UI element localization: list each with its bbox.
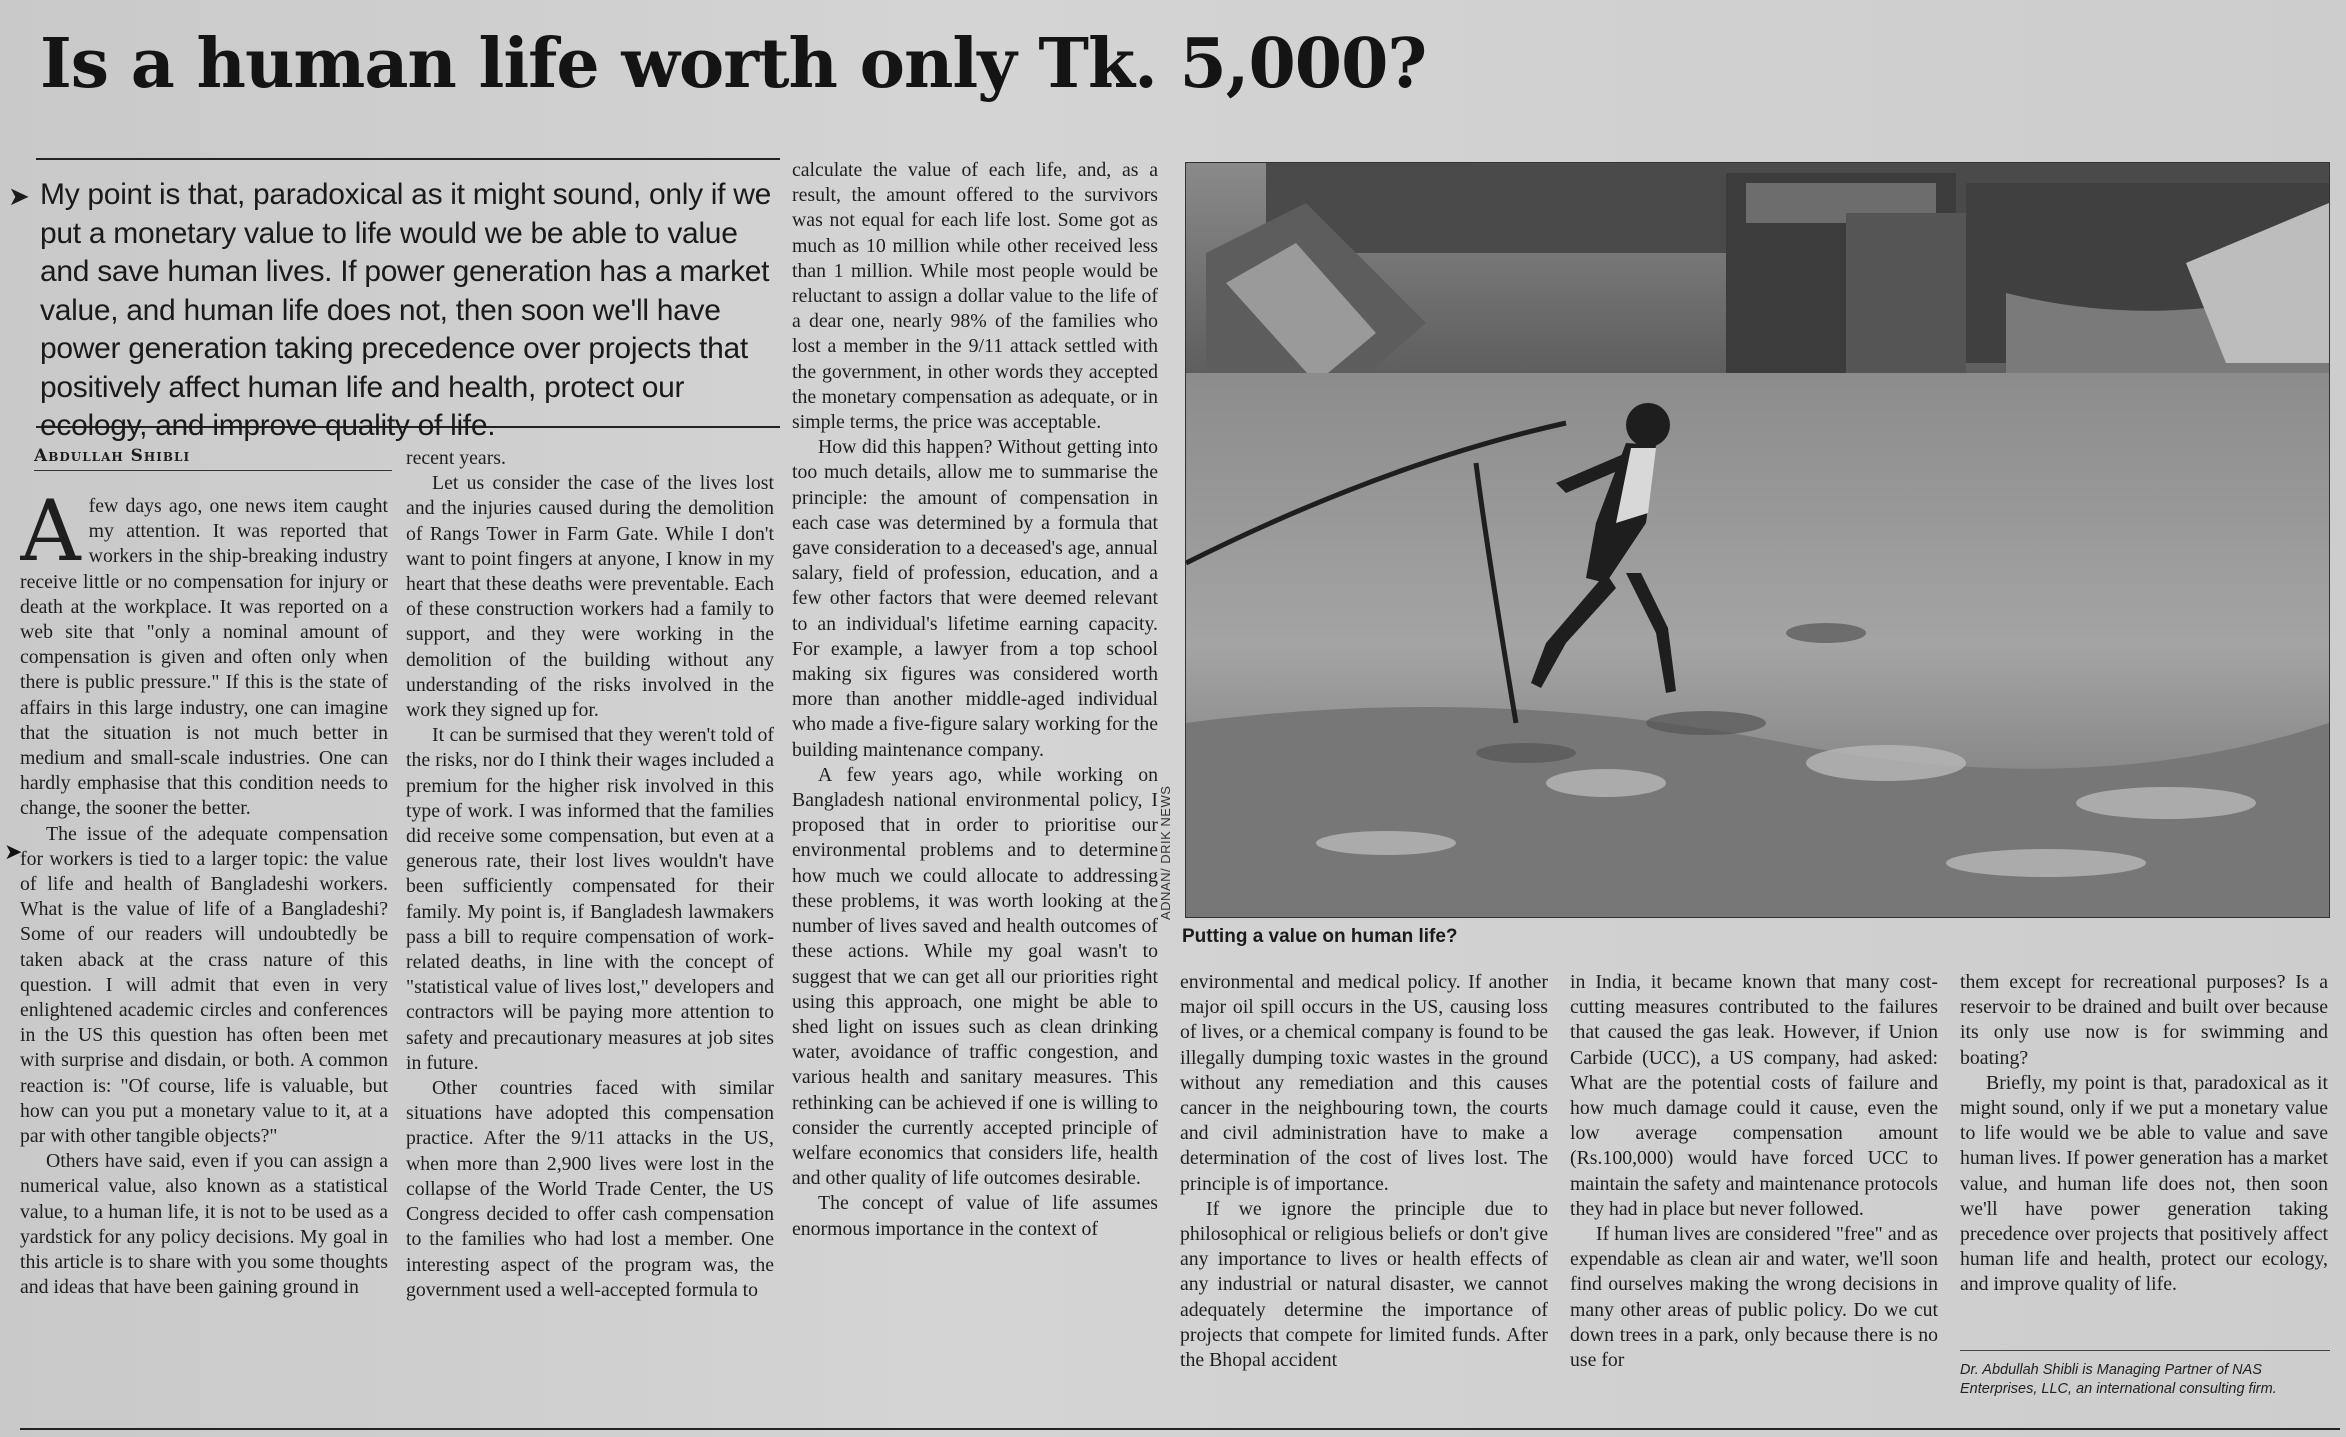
article-column-3 <box>792 158 1158 1402</box>
drop-cap: A <box>20 494 81 580</box>
paragraph: them except for recreational purposes? Is a reservoir to be drained and built over because its only use now is for swimming and boating? <box>1960 971 2328 1069</box>
paragraph: recent years. <box>406 447 506 469</box>
margin-arrow-icon: ➤ <box>4 840 23 865</box>
paragraph: Let us consider the case of the lives lost and the injuries caused during the demolition of Rangs Tower in Farm Gate. While I don't want to point fingers at anyone, I know in my heart that these deaths were preventable. Each of these construction workers had a family to support, and they were working in the demolition of the building without any understanding of the risks involved in the work they signed up for. <box>406 472 774 722</box>
photo-illustration <box>1186 163 2329 917</box>
headline: Is a human life worth only Tk. 5,000? <box>40 24 1427 104</box>
arrow-marker-icon: ➤ <box>8 182 30 212</box>
paragraph: calculate the value of each life, and, as a result, the amount offered to the survivors was not equal for each life lost. Some got as much as 10 million while other received less than 1 million. While most people would be reluctant to assign a dollar value to the life of a dear one, nearly 98% of the families who lost a member in the 9/11 attack settled with the government, in other words they accepted the monetary compensation as adequate, or in simple terms, the price was acceptable. <box>792 159 1158 434</box>
paragraph: The issue of the adequate compensation for workers is tied to a larger topic: the value of life and health of Bangladeshi workers. What is the value of life of a Bangladeshi? Some of our readers will undoubtedly be taken aback at the crass nature of this question. I will admit that even in very enlightened academic circles and conferences in the US this question has often been met with surprise and disdain, or both. A common reaction is: "Of course, life is valuable, but how can you put a monetary value to it, at a par with other tangible objects?" <box>20 822 388 1148</box>
paragraph: environmental and medical policy. If another major oil spill occurs in the US, causing loss of lives, or a chemical company is found to be illegally dumping toxic wastes in the ground without any remediation and this causes cancer in the neighbouring town, the courts and civil administration have to make a determination of the cost of lives lost. The principle is of importance. <box>1180 971 1548 1195</box>
article-column-2 <box>406 446 774 1402</box>
first-paragraph: Afew days ago, one news item caught my attention. It was reported that workers in the ship-breaking industry receive little or no compensation for injury or death at the workplace. It was reported on a web site that "only a nominal amount of compensation is given and often only when there is public pressure." If this is the state of affairs in this large industry, one can imagine that the situation is not much better in medium and small-scale industries. One can hardly emphasise that this condition needs to change, the sooner the better. <box>20 494 388 820</box>
paragraph: If human lives are considered "free" and as expendable as clean air and water, we'll soon find ourselves making the wrong decisions in many other areas of public policy. Do we cut down trees in a park, only because there is no use for <box>1570 1223 1938 1372</box>
paragraph: Others have said, even if you can assign a numerical value, also known as a statistical value, to a human life, it is not to be used as a yardstick for any policy decisions. My goal in this article is to share with you some thoughts and ideas that have been gaining ground in <box>20 1150 388 1299</box>
paragraph: The concept of value of life assumes enormous importance in the context of <box>792 1192 1158 1240</box>
paragraph: How did this happen? Without getting into too much details, allow me to summarise the principle: the amount of compensation in each case was determined by a formula that gave consideration to a deceased's age, annual salary, field of profession, education, and a few other factors that were deemed relevant to an individual's lifetime earning capacity. For example, a lawyer from a top school making six figures was considered worth more than another middle-aged individual who made a five-figure salary working for the building maintenance company. <box>792 436 1158 761</box>
pull-quote <box>8 158 780 442</box>
photo-credit: ADNAN/ DRIK NEWS <box>1158 785 1173 920</box>
pull-quote-text: My point is that, paradoxical as it might sound, only if we put a monetary value to life would we be able to value and save human lives. If power generation has a market value, and human life does not, then soon we'll have power generation taking precedence over projects that positively affect human life and health, protect our ecology, and improve quality of life. <box>40 178 771 442</box>
photo-caption: Putting a value on human life? <box>1182 926 1458 947</box>
paragraph: Other countries faced with similar situations have adopted this compensation practice. After the 9/11 attacks in the US, when more than 2,900 lives were lost in the collapse of the World Trade Center, the US Congress decided to offer cash compensation to the families who had lost a member. One interesting aspect of the program was, the government used a well-accepted formula to <box>406 1077 774 1301</box>
byline: Abdullah Shibli <box>34 446 392 471</box>
paragraph: If we ignore the principle due to philosophical or religious beliefs or don't give any importance to lives or health effects of any industrial or natural disaster, we cannot adequately determine the importance of projects that compete for limited funds. After the Bhopal accident <box>1180 1197 1548 1372</box>
news-photo-shipbreaking-worker <box>1185 162 2330 918</box>
bottom-rule <box>20 1428 2340 1430</box>
article-column-1 <box>20 494 388 1400</box>
paragraph: It can be surmised that they weren't told of the risks, nor do I think their wages included a premium for the higher risk involved in this type of work. I was informed that the families did receive some compensation, but even at a generous rate, their lost lives wouldn't have been sufficiently compensated for their family. My point is, if Bangladesh lawmakers pass a bill to require compensation of work-related deaths, in line with the concept of "statistical value of lives lost," developers and contractors will be paying more attention to safety and precautionary measures at job sites in future. <box>406 724 774 1074</box>
author-bio: Dr. Abdullah Shibli is Managing Partner of NAS Enterprises, LLC, an international consulting firm. <box>1960 1350 2330 1399</box>
paragraph: A few years ago, while working on Bangladesh national environmental policy, I proposed that in order to prioritise our environmental problems and to determine how much we could allocate to addressing these problems, it was worth looking at the number of lives saved and health outcomes of these actions. While my goal wasn't to suggest that we can get all our priorities right using this approach, one might be able to shed light on issues such as clean drinking water, avoidance of traffic congestion, and various health and sanitary measures. This rethinking can be achieved if one is willing to consider the currently accepted principle of welfare economics that considers life, health and other quality of life outcomes desirable. <box>792 763 1158 1190</box>
article-column-6 <box>1960 970 2328 1340</box>
paragraph: in India, it became known that many cost-cutting measures contributed to the failures that caused the gas leak. However, if Union Carbide (UCC), a US company, had asked: What are the potential costs of failure and how much damage could it cause, even the low average compensation amount (Rs.100,000) would have forced UCC to maintain the safety and maintenance protocols they had in place but never followed. <box>1570 971 1938 1220</box>
paragraph: Briefly, my point is that, paradoxical as it might sound, only if we put a monetary value to life would we be able to value and save human lives. If power generation has a market value, and human life does not, then soon we'll have power generation taking precedence over projects that positively affect human life and health, protect our ecology, and improve quality of life. <box>1960 1071 2328 1296</box>
article-column-5 <box>1570 970 1938 1402</box>
article-column-4 <box>1180 970 1548 1402</box>
